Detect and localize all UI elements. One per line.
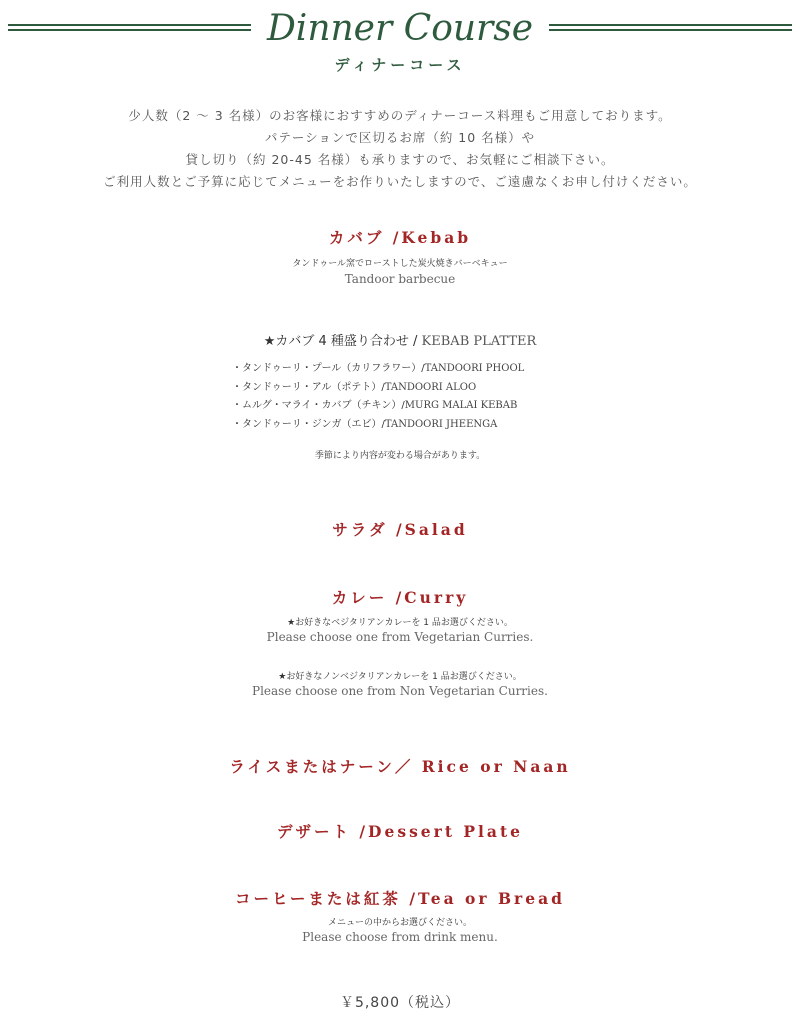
- kebab-jp-note: タンドゥール窯でローストした炭火焼きバーベキュー: [292, 259, 508, 269]
- platter-title-jp: ★カバブ 4 種盛り合わせ /: [263, 334, 422, 349]
- kebab-heading: カバブ /Kebab: [328, 228, 472, 247]
- salad-heading: サラダ /Salad: [332, 520, 468, 539]
- intro-line: 貸し切り（約 20-45 名様）も承りますので、お気軽にご相談下さい。: [185, 152, 615, 167]
- list-item: [232, 360, 524, 379]
- curry-nonveg-en: Please choose one from Non Vegetarian Curries.: [252, 684, 548, 698]
- curry-nonveg-jp: ★お好きなノンベジタリアンカレーを 1 品お選びください。: [278, 672, 522, 682]
- list-item-jp: ・ムルグ・マライ・カバブ（チキン）/: [232, 400, 405, 411]
- intro-text: [0, 105, 800, 193]
- curry-heading: カレー /Curry: [331, 588, 469, 607]
- platter-list: [232, 360, 524, 434]
- drink-heading: コーヒーまたは紅茶 /Tea or Bread: [235, 889, 565, 908]
- intro-line: ご利用人数とご予算に応じてメニューをお作りいたしますので、ご遠慮なくお申し付けください。: [103, 174, 697, 189]
- drink-en-note: Please choose from drink menu.: [302, 930, 498, 944]
- list-item-en: TANDOORI JHEENGA: [384, 418, 498, 430]
- list-item-en: TANDOORI ALOO: [384, 381, 477, 393]
- curry-veg-jp: ★お好きなベジタリアンカレーを 1 品お選びください。: [287, 618, 513, 628]
- dessert-heading: デザート /Dessert Plate: [276, 822, 523, 841]
- drink-jp-note: メニューの中からお選びください。: [327, 918, 472, 928]
- list-item-jp: ・タンドゥーリ・プール（カリフラワー）/: [232, 363, 425, 374]
- list-item: [232, 379, 524, 398]
- intro-line: パテーションで区切るお席（約 10 名様）や: [264, 130, 536, 145]
- list-item: [232, 397, 524, 416]
- list-item: [232, 416, 524, 435]
- page-subtitle: ディナーコース: [334, 56, 466, 74]
- page-title: Dinner Course: [266, 8, 534, 49]
- list-item-jp: ・タンドゥーリ・アル（ポテト）/: [232, 381, 385, 393]
- kebab-en-note: Tandoor barbecue: [344, 272, 456, 286]
- list-item-en: TANDOORI PHOOL: [424, 363, 525, 374]
- platter-title-en: KEBAB PLATTER: [421, 334, 537, 349]
- list-item-jp: ・タンドゥーリ・ジンガ（エビ）/: [232, 418, 385, 430]
- curry-veg-en: Please choose one from Vegetarian Curries.: [266, 630, 534, 644]
- course-price: ￥5,800（税込）: [339, 995, 461, 1011]
- list-item-en: MURG MALAI KEBAB: [404, 400, 518, 411]
- intro-line: 少人数（2 ～ 3 名様）のお客様におすすめのディナーコース料理もご用意しております。: [128, 108, 672, 123]
- season-note: 季節により内容が変わる場合があります。: [314, 451, 486, 461]
- platter-title: [0, 330, 800, 349]
- rice-heading: ライスまたはナーン／ Rice or Naan: [229, 757, 571, 776]
